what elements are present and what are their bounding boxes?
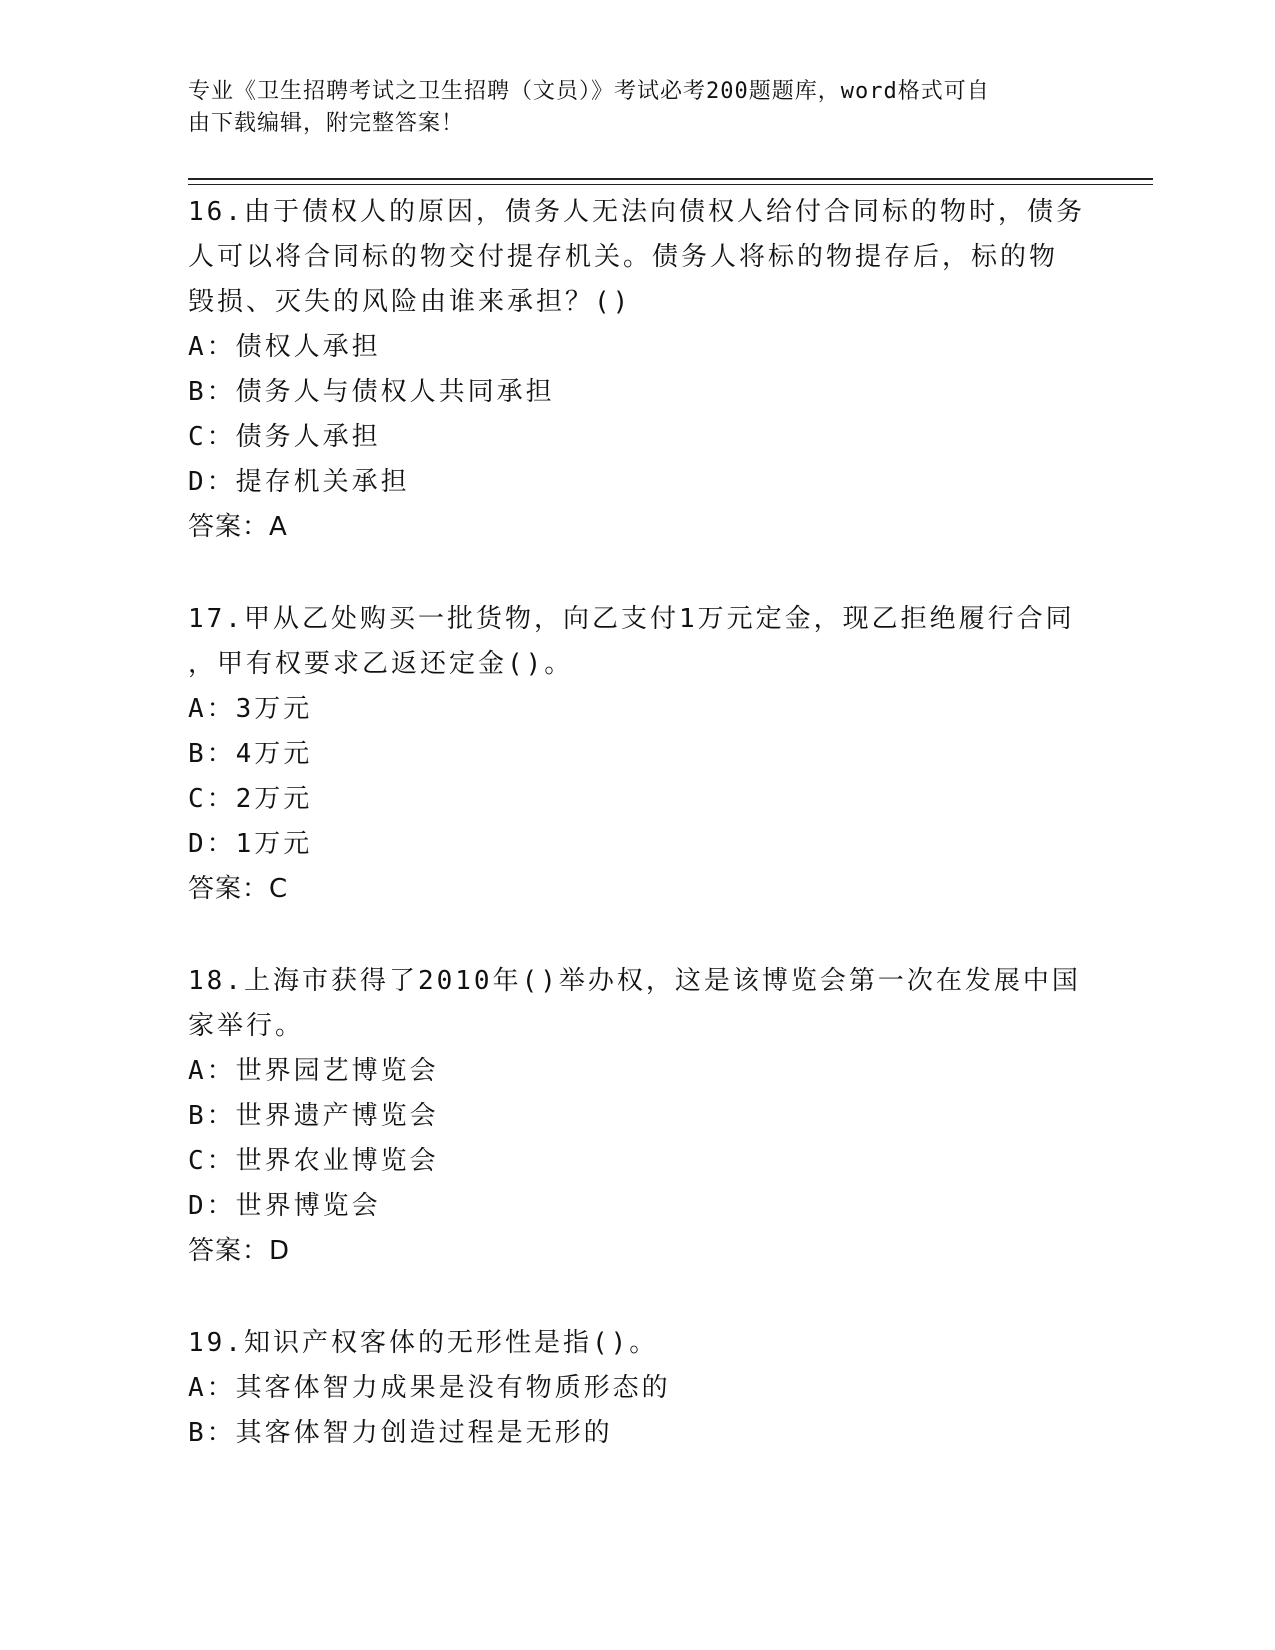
option-a: A：3万元 — [188, 694, 313, 724]
option-b: B：其客体智力创造过程是无形的 — [188, 1418, 613, 1448]
question-17 — [188, 597, 1088, 912]
option-d: D：世界博览会 — [188, 1191, 381, 1221]
question-text-line: 19.知识产权客体的无形性是指()。 — [188, 1328, 659, 1358]
answer-line: 答案：D — [188, 1236, 291, 1266]
option-c: C：世界农业博览会 — [188, 1146, 439, 1176]
question-list — [188, 190, 1088, 1503]
option-b: B：世界遗产博览会 — [188, 1101, 439, 1131]
option-d: D：1万元 — [188, 829, 313, 859]
option-a: A：债权人承担 — [188, 332, 381, 362]
question-text-line: 17.甲从乙处购买一批货物，向乙支付1万元定金，现乙拒绝履行合同 — [188, 604, 1075, 634]
option-c: C：2万元 — [188, 784, 313, 814]
header-divider-thin — [188, 184, 1153, 185]
header-line-2: 由下载编辑，附完整答案！ — [188, 111, 465, 136]
option-c: C：债务人承担 — [188, 422, 381, 452]
option-b: B：债务人与债权人共同承担 — [188, 377, 555, 407]
question-18 — [188, 959, 1088, 1274]
header-divider-thick — [188, 178, 1153, 180]
question-16 — [188, 190, 1088, 550]
option-a: A：其客体智力成果是没有物质形态的 — [188, 1373, 671, 1403]
question-text-line: ，甲有权要求乙返还定金()。 — [188, 649, 574, 679]
question-text-line: 家举行。 — [188, 1011, 305, 1041]
question-text-line: 16.由于债权人的原因，债务人无法向债权人给付合同标的物时，债务 — [188, 197, 1085, 227]
question-text-line: 18.上海市获得了2010年()举办权，这是该博览会第一次在发展中国 — [188, 966, 1081, 996]
question-text-line: 人可以将合同标的物交付提存机关。债务人将标的物提存后，标的物 — [188, 242, 1059, 272]
answer-line: 答案：C — [188, 874, 289, 904]
answer-line: 答案：A — [188, 512, 288, 542]
document-header — [188, 76, 1088, 140]
option-d: D：提存机关承担 — [188, 467, 410, 497]
option-a: A：世界园艺博览会 — [188, 1056, 439, 1086]
option-b: B：4万元 — [188, 739, 313, 769]
header-line-1: 专业《卫生招聘考试之卫生招聘（文员）》考试必考200题题库，word格式可自 — [188, 79, 990, 104]
question-19 — [188, 1321, 1088, 1456]
question-text-line: 毁损、灭失的风险由谁来承担？() — [188, 287, 632, 317]
